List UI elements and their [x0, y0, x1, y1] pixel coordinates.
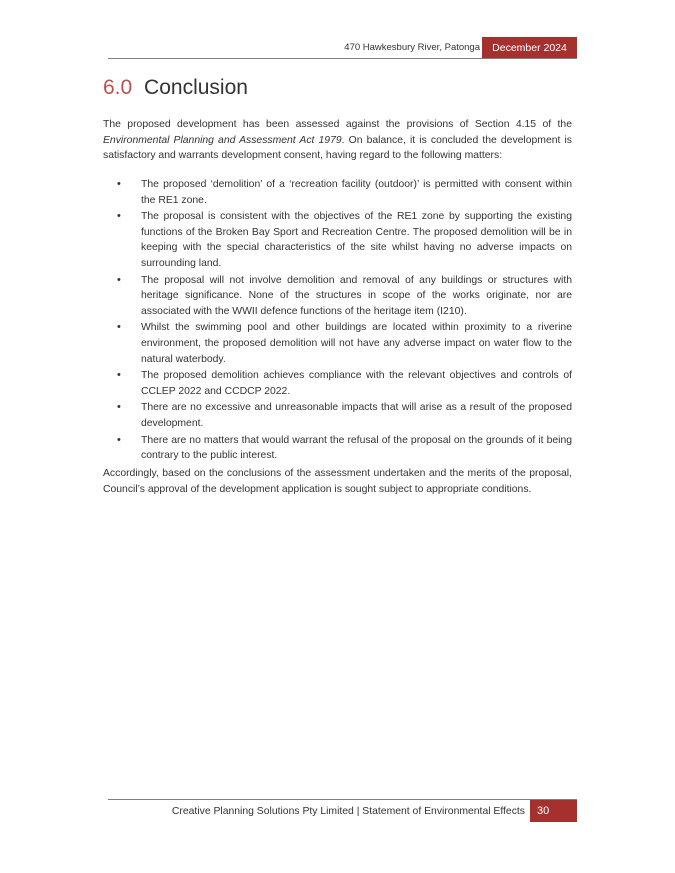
bullet-icon: • [117, 178, 121, 190]
bullet-icon: • [117, 401, 121, 414]
list-item [103, 177, 572, 208]
bullet-icon: • [117, 433, 121, 446]
list-item [103, 273, 572, 320]
list-item-text: There are no matters that would warrant the refusal of the proposal on the grounds of it being contrary to the public interest. [141, 434, 572, 462]
section-title: Conclusion [144, 76, 248, 99]
intro-text-end: . On balance, it is concluded the development is satisfactory and warrants development consent, having regard to the following matters: [103, 134, 572, 162]
list-item [103, 400, 572, 431]
list-item [103, 368, 572, 399]
bullet-icon: • [117, 321, 121, 334]
matters-list [103, 177, 572, 465]
list-item-text: The proposal will not involve demolition and removal of any buildings or structures with heritage significance. None of the structures in scope of the works originate, nor are associated with the WWII defence functions of the heritage item (I210). [141, 274, 572, 317]
header-rule [108, 58, 577, 59]
closing-paragraph: Accordingly, based on the conclusions of the assessment undertaken and the merits of the proposal, Council’s approval of the development application is sought subject to appropriate conditions. [103, 468, 572, 495]
list-item-text: Whilst the swimming pool and other buildings are located within proximity to a riverine environment, the proposed demolition will not have any adverse impact on water flow to the natural waterbody. [141, 322, 572, 365]
footer-text: Creative Planning Solutions Pty Limited | Statement of Environmental Effects [171, 806, 525, 817]
section-number: 6.0 [103, 76, 133, 99]
list-item-text: There are no excessive and unreasonable impacts that will arise as a result of the proposed development. [141, 402, 572, 429]
list-item [103, 320, 572, 367]
intro-paragraph [103, 117, 572, 164]
header-address: 470 Hawkesbury River, Patonga [344, 42, 480, 53]
list-item [103, 433, 572, 464]
bullet-icon: • [117, 369, 121, 382]
list-item [103, 209, 572, 271]
section-heading [103, 76, 248, 100]
list-item-text: The proposal is consistent with the objectives of the RE1 zone by supporting the existing functions of the Broken Bay Sport and Recreation Centre. The proposed demolition will be in keeping with the special characteristics of the site whilst having no adverse impacts on surrounding land. [141, 211, 572, 269]
bullet-icon: • [117, 273, 121, 286]
bullet-icon: • [117, 210, 121, 223]
intro-text-start: The proposed development has been assessed against the provisions of Section 4.15 of the [103, 119, 572, 130]
header-date-badge: December 2024 [482, 37, 577, 58]
list-item-text: The proposed ‘demolition’ of a ‘recreation facility (outdoor)’ is permitted with consent within the RE1 zone. [141, 179, 572, 206]
list-item-text: The proposed demolition achieves compliance with the relevant objectives and controls of CCLEP 2022 and CCDCP 2022. [141, 370, 572, 397]
page-number: 30 [530, 800, 577, 822]
intro-act-name: Environmental Planning and Assessment Act 1979 [103, 134, 342, 146]
footer-rule [108, 799, 577, 800]
